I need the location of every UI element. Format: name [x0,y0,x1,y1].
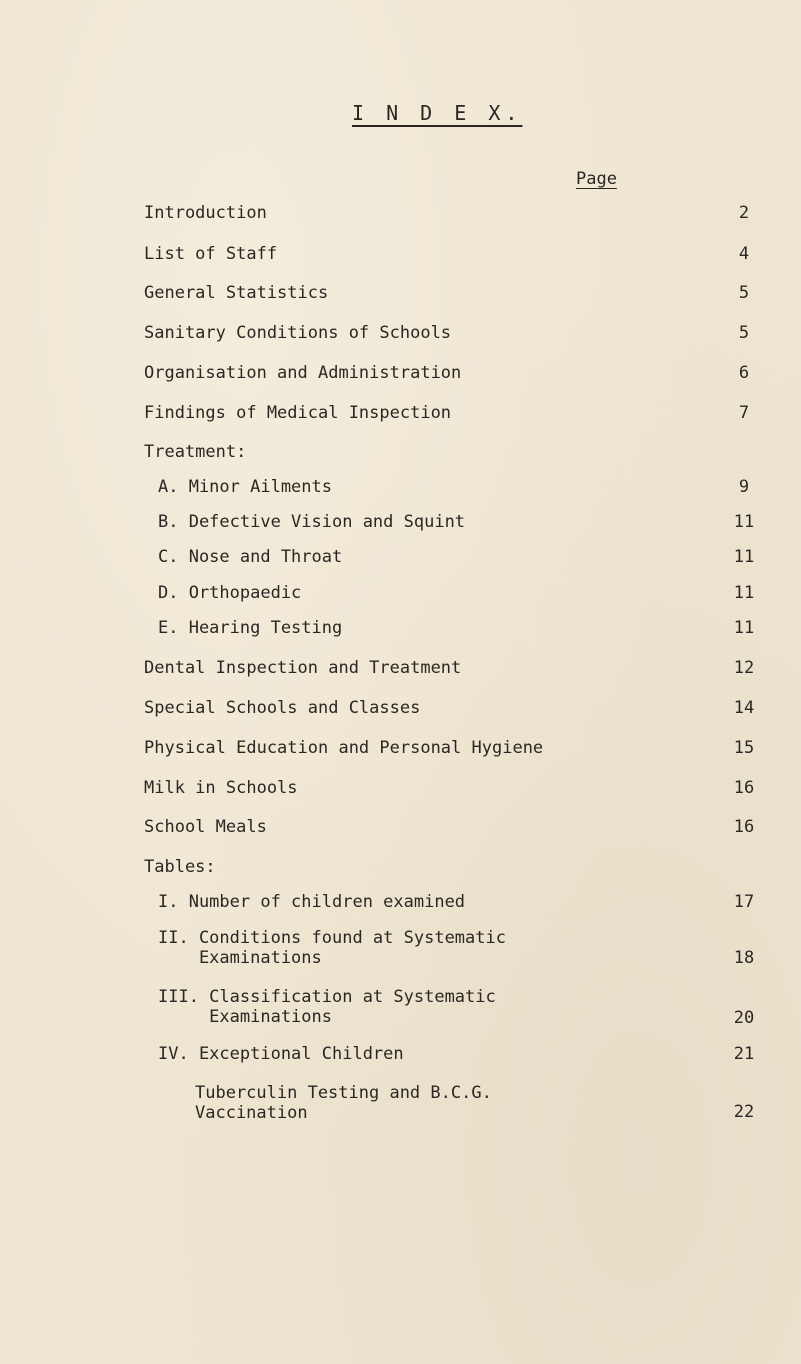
entry-page-number: 4 [738,244,750,264]
entry-page-number: 15 [733,738,755,758]
entry-label: Special Schools and Classes [144,698,421,718]
entry-page-number: 7 [738,403,750,423]
entry-page-number: 2 [738,203,750,223]
entry-label: B. Defective Vision and Squint [158,512,466,532]
entry-label: Tuberculin Testing and B.C.G. Vaccination [195,1083,492,1123]
index-title: I N D E X. [352,101,523,125]
entry-page-number: 11 [733,512,755,532]
entry-label: Tables: [144,857,216,877]
entry-page-number: 17 [733,892,755,912]
page-column-header: Page [576,169,617,189]
entry-page-number: 14 [733,698,755,718]
entry-page-number: 5 [738,323,750,343]
entry-page-number: 6 [738,363,750,383]
entry-label: E. Hearing Testing [158,618,343,638]
entry-label: List of Staff [144,244,278,264]
entry-page-number: 20 [733,1008,755,1028]
entry-label: II. Conditions found at Systematic Examinations [158,928,506,968]
entry-label: Organisation and Administration [144,363,462,383]
entry-label: C. Nose and Throat [158,547,343,567]
entry-page-number: 18 [733,948,755,968]
entry-label: Treatment: [144,442,247,462]
entry-page-number: 11 [733,618,755,638]
entry-label: D. Orthopaedic [158,583,302,603]
entry-page-number: 22 [733,1102,755,1122]
entry-page-number: 16 [733,778,755,798]
entry-label: Sanitary Conditions of Schools [144,323,452,343]
index-entry-tuberculin [195,1083,755,1163]
entry-page-number: 9 [738,477,750,497]
entry-page-number: 12 [733,658,755,678]
entry-label: Dental Inspection and Treatment [144,658,462,678]
entry-label: School Meals [144,817,267,837]
entry-label: Milk in Schools [144,778,298,798]
entry-label: I. Number of children examined [158,892,466,912]
entry-page-number: 5 [738,283,750,303]
entry-label: Findings of Medical Inspection [144,403,452,423]
entry-label: Physical Education and Personal Hygiene [144,738,544,758]
entry-label: Introduction [144,203,267,223]
entry-page-number: 11 [733,547,755,567]
entry-label: A. Minor Ailments [158,477,332,497]
entry-label: III. Classification at Systematic Examinations [158,987,496,1027]
entry-page-number: 21 [733,1044,755,1064]
entry-page-number: 11 [733,583,755,603]
entry-label: General Statistics [144,283,329,303]
entry-label: IV. Exceptional Children [158,1044,404,1064]
entry-page-number: 16 [733,817,755,837]
